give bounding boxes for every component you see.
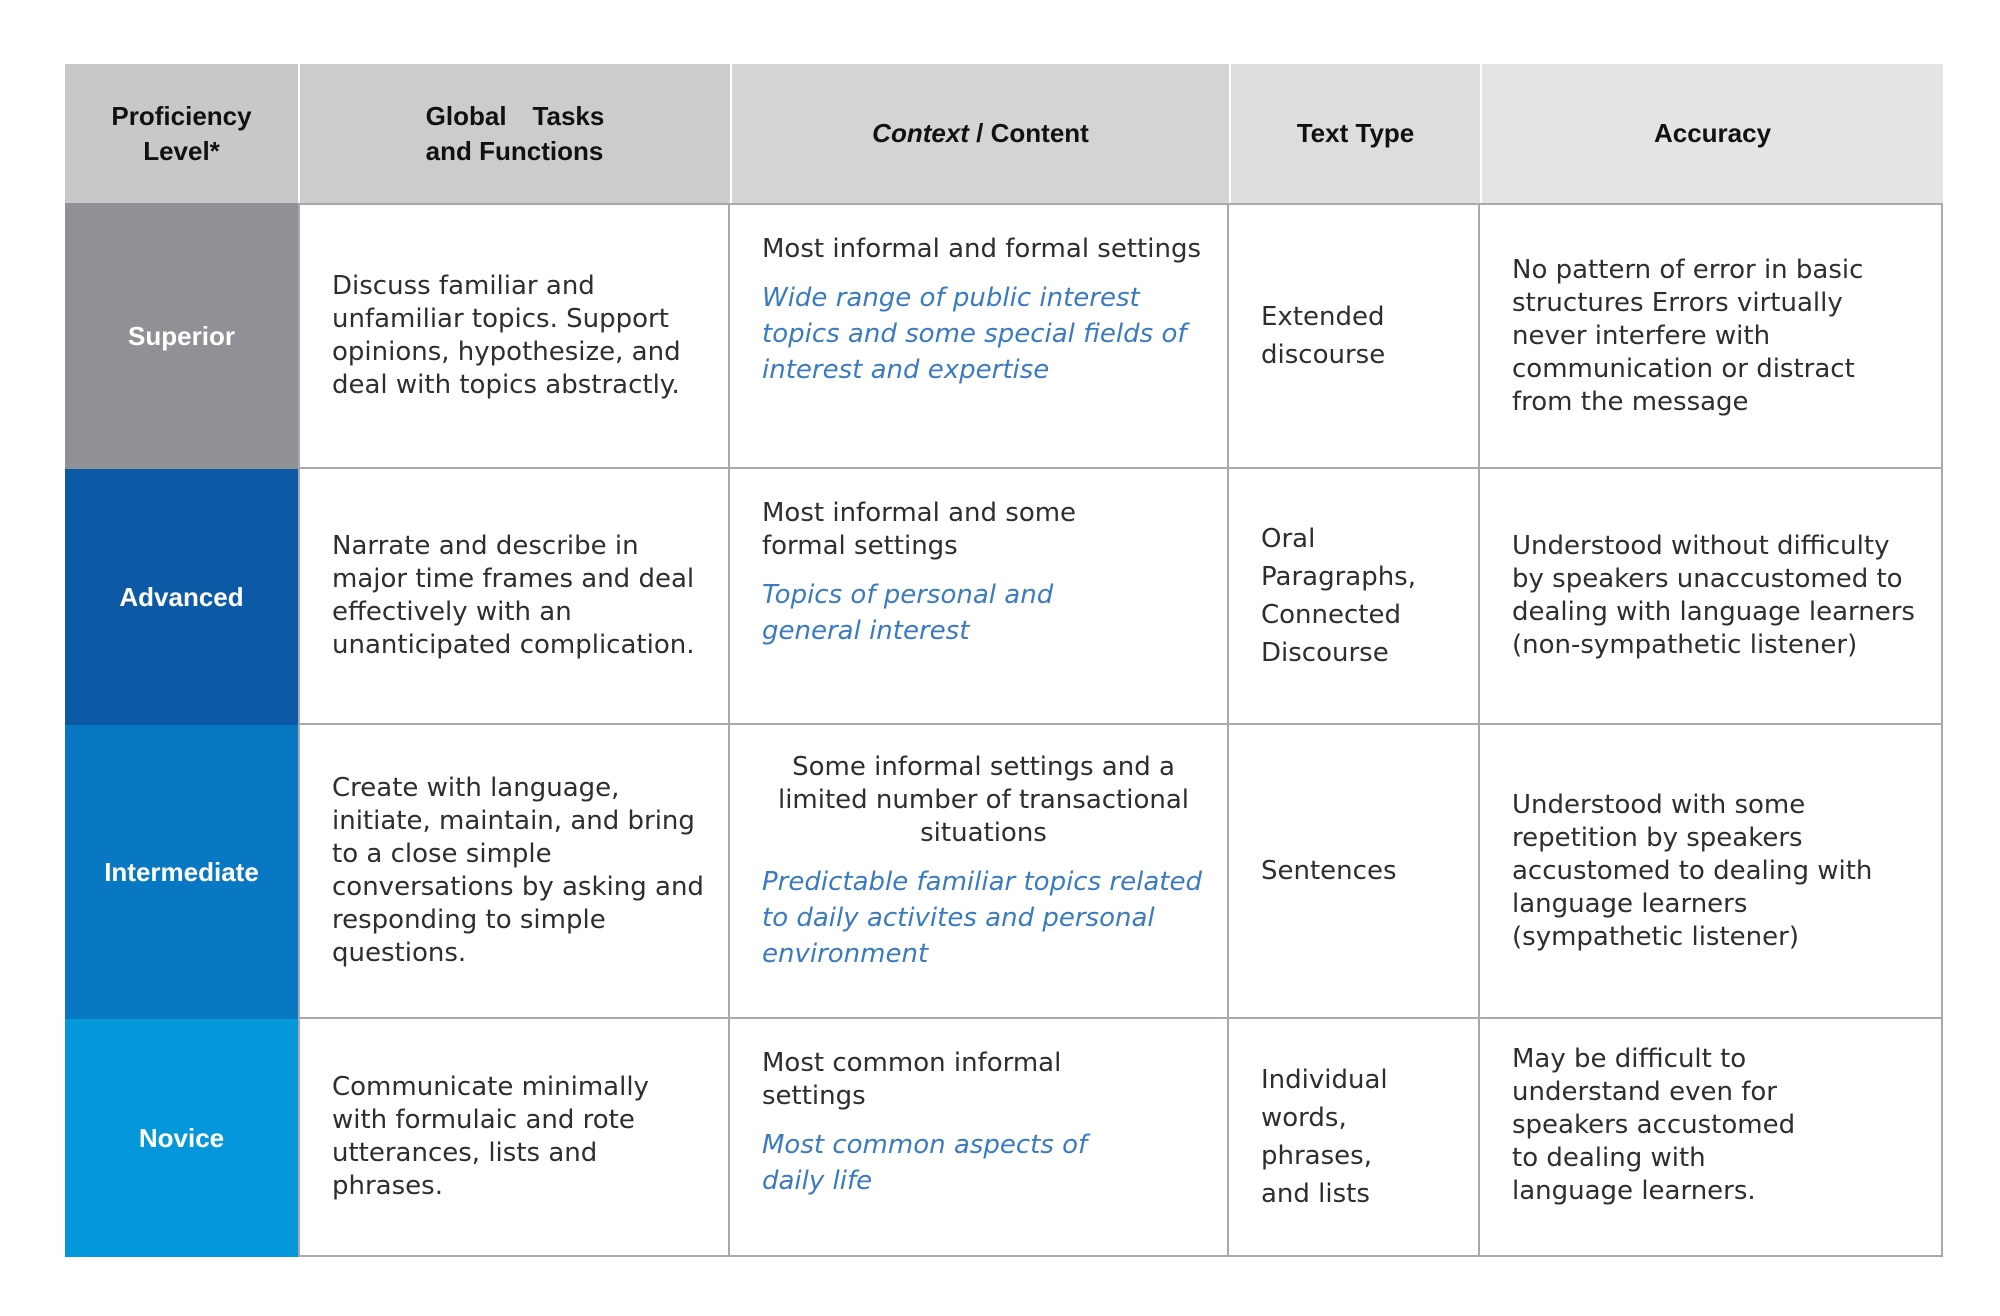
tasks-advanced xyxy=(298,469,730,725)
header-proficiency-level xyxy=(65,64,298,203)
accuracy-text: No pattern of error in basic structures Errors virtually never interfere with communication or distract from the message xyxy=(1512,254,1864,417)
tasks-intermediate xyxy=(298,725,730,1019)
level-novice: Novice xyxy=(65,1019,298,1257)
accuracy-superior xyxy=(1480,203,1943,469)
text-type-text: Sentences xyxy=(1261,856,1397,886)
context-topic: Most common aspects of daily life xyxy=(762,1130,1088,1196)
tasks-superior xyxy=(298,203,730,469)
accuracy-novice xyxy=(1480,1019,1943,1257)
context-topic: Predictable familiar topics related to daily activites and personal environment xyxy=(762,867,1202,969)
context-topic: Topics of personal and general interest xyxy=(762,580,1054,646)
level-superior: Superior xyxy=(65,203,298,469)
header-tasks-line1: Global Tasks xyxy=(425,100,605,131)
header-tasks-line2: and Functions xyxy=(425,135,604,166)
accuracy-advanced xyxy=(1480,469,1943,725)
tasks-text: Narrate and describe in major time frames and deal effectively with an unanticipated complication. xyxy=(332,531,695,660)
context-superior xyxy=(730,203,1229,469)
context-novice xyxy=(730,1019,1229,1257)
accuracy-intermediate xyxy=(1480,725,1943,1019)
context-advanced xyxy=(730,469,1229,725)
header-context-rest: / Content xyxy=(968,118,1089,148)
text-type-intermediate xyxy=(1229,725,1480,1019)
text-type-novice xyxy=(1229,1019,1480,1257)
context-setting: Some informal settings and a limited number of transactional situations xyxy=(777,752,1190,848)
tasks-novice xyxy=(298,1019,730,1257)
text-type-text: Oral Paragraphs, Connected Discourse xyxy=(1261,524,1416,668)
tasks-text: Create with language, initiate, maintain, and bring to a close simple conversations by asking and responding to simple questions. xyxy=(332,773,704,968)
level-intermediate: Intermediate xyxy=(65,725,298,1019)
proficiency-table xyxy=(65,64,1943,1257)
text-type-text: Extended discourse xyxy=(1261,302,1386,370)
header-level-line1: Proficiency xyxy=(111,100,252,131)
tasks-text: Discuss familiar and unfamiliar topics. Support opinions, hypothesize, and deal with topics abstractly. xyxy=(332,271,681,400)
context-setting: Most informal and some formal settings xyxy=(762,498,1077,561)
header-global-tasks xyxy=(298,64,730,203)
context-intermediate xyxy=(730,725,1229,1019)
context-setting: Most informal and formal settings xyxy=(762,234,1201,264)
text-type-superior xyxy=(1229,203,1480,469)
accuracy-text: Understood with some repetition by speakers accustomed to dealing with language learners xyxy=(1512,789,1873,919)
context-topic: Wide range of public interest topics and some special fields of interest and expertise xyxy=(762,283,1187,385)
header-context-content xyxy=(730,64,1229,203)
accuracy-text: Understood without difficulty by speakers unaccustomed to dealing with language learners xyxy=(1512,531,1915,627)
header-context-italic: Context xyxy=(872,118,969,148)
accuracy-text: May be difficult to understand even for speakers accustomed to dealing with language learners. xyxy=(1512,1044,1796,1206)
text-type-advanced xyxy=(1229,469,1480,725)
header-level-line2: Level* xyxy=(143,135,220,166)
header-text-type: Text Type xyxy=(1229,64,1480,203)
text-type-text: Individual words, phrases, and lists xyxy=(1261,1065,1388,1209)
accuracy-note: (sympathetic listener) xyxy=(1512,921,1799,952)
tasks-text: Communicate minimally with formulaic and rote utterances, lists and phrases. xyxy=(332,1072,649,1201)
level-advanced: Advanced xyxy=(65,469,298,725)
context-setting: Most common informal settings xyxy=(762,1048,1062,1111)
accuracy-note: (non-sympathetic listener) xyxy=(1512,630,1858,660)
header-accuracy: Accuracy xyxy=(1480,64,1943,203)
